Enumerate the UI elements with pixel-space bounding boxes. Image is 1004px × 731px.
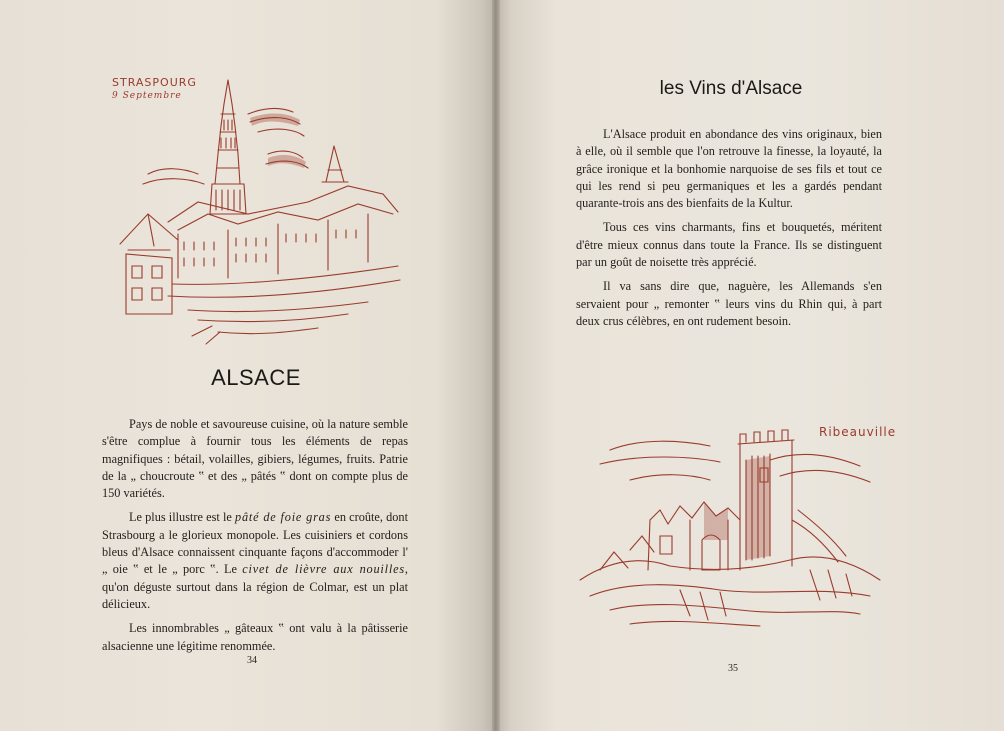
paragraph: L'Alsace produit en abondance des vins originaux, bien à elle, où il semble que l'on retrouve la finesse, la loyauté, la grâce ironique et la bonhomie narquoise de ses fils et tout ce qui les rend si peu germaniques et les a gardés pendant quarante-trois ans des bienfaits de la Kultur. bbox=[576, 127, 882, 211]
right-body-text bbox=[576, 126, 882, 337]
text-run: , qu'on déguste surtout dans la région de Colmar, est un plat délicieux. bbox=[102, 562, 408, 611]
paragraph: Pays de noble et savoureuse cuisine, où la nature semble s'être complue à fournir tous les éléments de repas magnifiques : bétail, volailles, gibiers, légumes, fruits. Patrie de la „ choucroute ‟ et des „ pâtés ‟ dont on compte plus de 150 variétés. bbox=[102, 417, 408, 501]
paragraph: Les innombrables „ gâteaux ‟ ont valu à la pâtisserie alsacienne une légitime renommée. bbox=[102, 621, 408, 653]
text-run: en croûte, dont Strasbourg a le glorieux monopole. Les cuisiniers et cordons bleus d'Alsace connaissent cinquante façons d'accommoder l' „ oie ‟ et le „ porc ‟. Le bbox=[102, 510, 408, 577]
paragraph bbox=[102, 509, 408, 613]
text-run: Le plus illustre est le bbox=[129, 510, 236, 525]
emphasis-pate-de-foie-gras: pâté de foie gras bbox=[235, 510, 332, 525]
strasbourg-illustration bbox=[108, 74, 408, 349]
page-heading-vins: les Vins d'Alsace bbox=[659, 78, 803, 99]
ribeauville-castle-illustration bbox=[570, 420, 890, 640]
paragraph: Il va sans dire que, naguère, les Allemands s'en servaient pour „ remonter ‟ leurs vins du Rhin qui, à part deux crus célèbres, en ont rudement besoin. bbox=[576, 279, 882, 328]
emphasis-civet: civet de lièvre aux nouilles bbox=[242, 562, 405, 577]
page-number-left: 34 bbox=[247, 655, 257, 666]
book-gutter bbox=[492, 0, 500, 731]
page-heading-alsace: ALSACE bbox=[211, 365, 301, 390]
sketch-caption-city: STRASPOURG bbox=[112, 76, 197, 89]
sketch-caption-date: 9 Septembre bbox=[112, 91, 182, 101]
left-body-text bbox=[102, 416, 408, 662]
sketch-caption-ribeauville: Ribeauville bbox=[819, 425, 897, 439]
left-page bbox=[0, 0, 496, 731]
page-number-right: 35 bbox=[728, 663, 738, 674]
right-page bbox=[496, 0, 1004, 731]
paragraph: Tous ces vins charmants, fins et bouquetés, méritent d'être mieux connus dans toute la France. Ils se distinguent par un goût de noisette très apprécié. bbox=[576, 220, 882, 270]
